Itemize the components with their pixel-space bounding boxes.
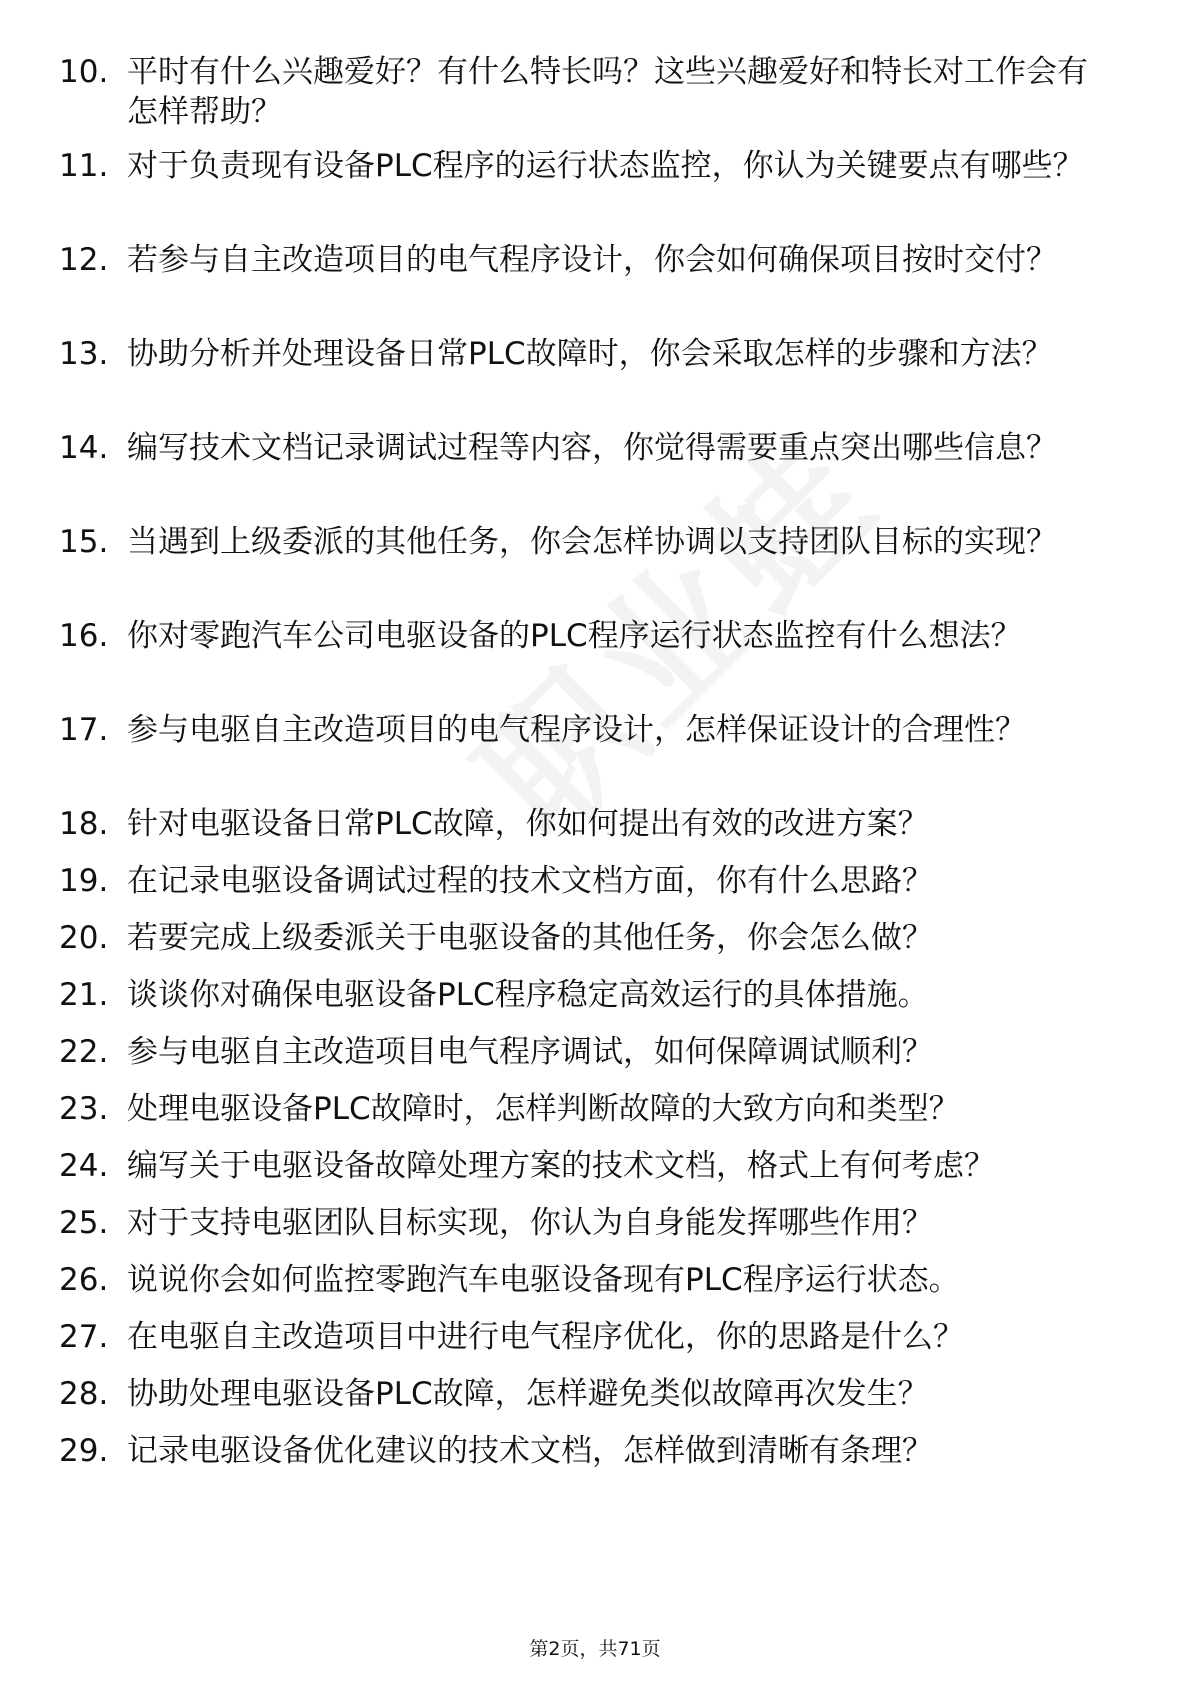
question-text: 谈谈你对确保电驱设备PLC程序稳定高效运行的具体措施。 (127, 977, 929, 1013)
question-number: 27. (59, 1319, 109, 1355)
question-text: 当遇到上级委派的其他任务，你会怎样协调以支持团队目标的实现？ (127, 524, 1057, 560)
question-number: 14. (59, 430, 109, 466)
question-number: 19. (59, 863, 109, 899)
question-text: 编写关于电驱设备故障处理方案的技术文档，格式上有何考虑？ (127, 1148, 995, 1184)
question-number: 15. (59, 524, 109, 560)
question-text: 针对电驱设备日常PLC故障，你如何提出有效的改进方案？ (127, 806, 929, 842)
question-number: 24. (59, 1148, 109, 1184)
question-number: 18. (59, 806, 109, 842)
question-number: 26. (59, 1262, 109, 1298)
question-number: 12. (59, 242, 109, 278)
question-text: 对于支持电驱团队目标实现，你认为自身能发挥哪些作用？ (127, 1205, 933, 1241)
question-text: 编写技术文档记录调试过程等内容，你觉得需要重点突出哪些信息？ (127, 430, 1057, 466)
question-text: 参与电驱自主改造项目电气程序调试，如何保障调试顺利？ (127, 1034, 933, 1070)
question-text: 若参与自主改造项目的电气程序设计，你会如何确保项目按时交付？ (127, 242, 1057, 278)
question-number: 16. (59, 618, 109, 654)
question-text: 处理电驱设备PLC故障时，怎样判断故障的大致方向和类型？ (127, 1091, 960, 1127)
page-footer: 第2页，共71页 (529, 1638, 661, 1660)
question-number: 22. (59, 1034, 109, 1070)
question-number: 20. (59, 920, 109, 956)
question-number: 28. (59, 1376, 109, 1412)
question-text: 在记录电驱设备调试过程的技术文档方面，你有什么思路？ (127, 863, 933, 899)
question-number: 11. (59, 148, 109, 184)
question-number: 10. (59, 54, 109, 90)
question-number: 13. (59, 336, 109, 372)
question-number: 25. (59, 1205, 109, 1241)
question-text: 参与电驱自主改造项目的电气程序设计，怎样保证设计的合理性？ (127, 712, 1026, 748)
question-number: 23. (59, 1091, 109, 1127)
question-text: 协助分析并处理设备日常PLC故障时，你会采取怎样的步骤和方法？ (127, 336, 1053, 372)
question-number: 29. (59, 1433, 109, 1469)
question-text: 对于负责现有设备PLC程序的运行状态监控，你认为关键要点有哪些？ (127, 148, 1084, 184)
question-text: 说说你会如何监控零跑汽车电驱设备现有PLC程序运行状态。 (127, 1262, 960, 1298)
question-text: 平时有什么兴趣爱好？有什么特长吗？这些兴趣爱好和特长对工作会有怎样帮助？ (127, 54, 1088, 130)
question-text: 记录电驱设备优化建议的技术文档，怎样做到清晰有条理？ (127, 1433, 933, 1469)
question-text: 你对零跑汽车公司电驱设备的PLC程序运行状态监控有什么想法？ (127, 618, 1022, 654)
question-number: 17. (59, 712, 109, 748)
question-number: 21. (59, 977, 109, 1013)
question-text: 协助处理电驱设备PLC故障，怎样避免类似故障再次发生？ (127, 1376, 929, 1412)
question-text: 若要完成上级委派关于电驱设备的其他任务，你会怎么做？ (127, 920, 933, 956)
question-text: 在电驱自主改造项目中进行电气程序优化，你的思路是什么？ (127, 1319, 964, 1355)
